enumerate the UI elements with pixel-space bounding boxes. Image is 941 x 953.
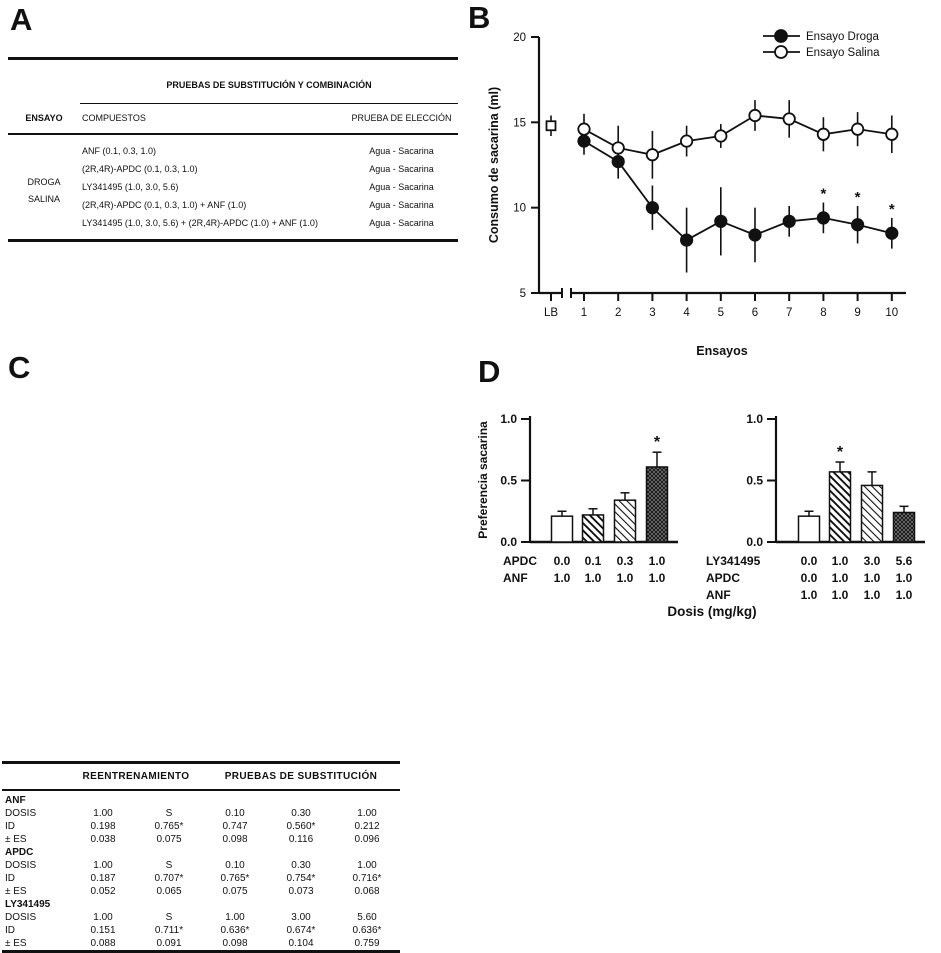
legend-label: Ensayo Droga: [806, 31, 879, 43]
dose-value: 1.0: [584, 571, 602, 585]
open-circle: [681, 135, 692, 146]
panel-c-letter: C: [8, 350, 31, 385]
dose-row-label: ANF: [503, 571, 528, 585]
id-cell: 0.636*: [220, 924, 250, 936]
y-tick-label: 15: [513, 117, 526, 130]
dose-value: 1.0: [863, 588, 881, 602]
es-cell: ± ES: [5, 937, 27, 949]
x-tick-label: 10: [885, 307, 899, 319]
saccharin-consumption-line-chart: [460, 0, 941, 368]
y-tick-label: 0.5: [500, 473, 517, 488]
prueba-eleccion-cell: Agua - Sacarina: [369, 217, 434, 228]
dosis-cell: 1.00: [93, 859, 113, 871]
legend-label: Ensayo Salina: [806, 47, 880, 59]
substitution-combination-table: [8, 57, 458, 242]
discrimination-index-table: [2, 761, 400, 953]
dose-value: 1.0: [895, 588, 913, 602]
compuestos-cell: LY341495 (1.0, 3.0, 5.6): [82, 181, 179, 192]
dose-row-label: APDC: [503, 554, 538, 568]
shared-x-axis-label: Dosis (mg/kg): [667, 604, 757, 619]
es-cell: 0.075: [156, 833, 182, 845]
open-circle: [886, 129, 897, 140]
dosis-cell: DOSIS: [5, 911, 37, 923]
table-row: [2, 898, 400, 911]
es-cell: 0.038: [90, 833, 116, 845]
panel-a-letter: A: [10, 2, 33, 37]
group-label-line: SALINA: [27, 193, 60, 204]
es-cell: 0.068: [354, 885, 380, 897]
dosis-cell: 0.10: [225, 859, 245, 871]
y-tick-label: 1.0: [500, 412, 517, 426]
group-label-line: DROGA: [27, 177, 61, 188]
es-cell: 0.096: [354, 833, 380, 845]
x-tick-label: LB: [543, 307, 559, 319]
prueba-eleccion-cell: Agua - Sacarina: [369, 199, 434, 210]
es-cell: 0.073: [288, 885, 314, 897]
significance-asterisk: *: [836, 444, 844, 462]
filled-circle: [852, 219, 863, 230]
bar-dark-crosshatch: [894, 512, 915, 542]
dose-row-label: LY341495: [706, 554, 761, 568]
dose-value: 1.0: [553, 571, 571, 585]
significance-asterisk: *: [653, 434, 661, 452]
ensayo-group-label: [8, 134, 80, 241]
id-cell: 0.674*: [286, 924, 316, 936]
dose-value: 1.0: [616, 571, 634, 585]
id-cell: ID: [5, 872, 15, 884]
dose-value: 3.0: [863, 554, 881, 568]
y-tick-label: 0.5: [746, 473, 763, 488]
axes: [487, 32, 906, 358]
filled-circle: [715, 216, 726, 227]
panel-a: [0, 0, 460, 350]
es-cell: 0.088: [90, 937, 116, 949]
x-tick-label: 3: [649, 307, 656, 319]
dose-value: 1.0: [648, 554, 666, 568]
dose-value: 1.0: [895, 571, 913, 585]
x-tick-label: 8: [820, 307, 827, 319]
apdc-dose-bar-chart: [476, 412, 678, 585]
id-cell: ID: [5, 924, 15, 936]
y-tick-label: 0.0: [500, 535, 517, 549]
filled-circle: [886, 228, 897, 239]
table-row: [2, 833, 400, 846]
dosis-cell: 1.00: [357, 807, 377, 819]
id-cell: 0.151: [90, 924, 116, 936]
dose-value: 1.0: [831, 588, 849, 602]
compound-group-label: APDC: [5, 846, 34, 858]
empty-cell: [2, 763, 70, 791]
id-cell: 0.765*: [154, 820, 184, 832]
es-cell: 0.104: [288, 937, 314, 949]
column-header-compuestos: COMPUESTOS: [80, 104, 345, 135]
y-axis-label: Consumo de sacarina (ml): [487, 86, 501, 244]
id-cell: 0.560*: [286, 820, 316, 832]
ly341495-dose-bar-chart: [706, 412, 925, 602]
dosis-cell: DOSIS: [5, 807, 37, 819]
compuestos-cell: ANF (0.1, 0.3, 1.0): [82, 145, 157, 156]
table-row: [2, 820, 400, 833]
id-cell: 0.765*: [220, 872, 250, 884]
dosis-cell: 3.00: [291, 911, 311, 923]
dose-row-label: ANF: [706, 588, 731, 602]
y-tick-label: 5: [519, 288, 526, 300]
table-row: [2, 859, 400, 872]
legend-open-circle: [775, 46, 787, 58]
compound-group-label: LY341495: [5, 898, 51, 910]
dose-value: 1.0: [648, 571, 666, 585]
es-cell: 0.759: [354, 937, 380, 949]
dosis-cell: 5.60: [357, 911, 377, 923]
dosis-cell: 0.10: [225, 807, 245, 819]
x-tick-label: 4: [683, 307, 690, 319]
es-cell: ± ES: [5, 885, 27, 897]
compuestos-cell: (2R,4R)-APDC (0.1, 0.3, 1.0) + ANF (1.0): [82, 199, 247, 210]
dose-value: 1.0: [831, 554, 849, 568]
id-cell: 0.716*: [352, 872, 382, 884]
table-row: [2, 924, 400, 937]
filled-circle: [647, 202, 658, 213]
open-circle: [852, 123, 863, 134]
dosis-cell: S: [165, 911, 173, 923]
prueba-eleccion-cell: Agua - Sacarina: [369, 181, 434, 192]
dosis-cell: 0.30: [291, 859, 311, 871]
dosis-cell: DOSIS: [5, 859, 37, 871]
dosis-cell: S: [165, 807, 173, 819]
dosis-cell: 1.00: [93, 911, 113, 923]
dose-value: 0.0: [800, 571, 818, 585]
bar-hatch-heavy: [830, 472, 851, 542]
compuestos-cell: LY341495 (1.0, 3.0, 5.6) + (2R,4R)-APDC (1.0) + ANF (1.0): [82, 217, 318, 228]
es-cell: 0.098: [222, 937, 248, 949]
table-a-span-header: PRUEBAS DE SUBSTITUCIÓN Y COMBINACIÓN: [80, 59, 458, 104]
legend: [763, 30, 880, 59]
open-circle: [715, 130, 726, 141]
bar-open: [552, 516, 573, 542]
prueba-eleccion-cell: Agua - Sacarina: [369, 163, 434, 174]
dose-value: 0.1: [584, 554, 602, 568]
id-cell: 0.212: [354, 820, 380, 832]
id-cell: 0.187: [90, 872, 116, 884]
legend-filled-circle: [775, 30, 787, 42]
y-tick-label: 1.0: [746, 412, 763, 426]
y-tick-label: 10: [513, 202, 526, 215]
table-row: [2, 885, 400, 898]
significance-asterisk: *: [888, 200, 895, 218]
id-cell: 0.747: [222, 820, 248, 832]
open-circle: [578, 123, 589, 134]
es-cell: 0.052: [90, 885, 116, 897]
x-axis-label: Ensayos: [696, 344, 748, 358]
panel-c: [0, 350, 460, 949]
panel-b: [460, 0, 941, 368]
y-tick-label: 0.0: [746, 535, 763, 549]
y-axis-label: Preferencia sacarina: [476, 421, 490, 539]
open-circle: [784, 113, 795, 124]
x-tick-label: 7: [785, 307, 793, 319]
dose-value: 0.0: [553, 554, 571, 568]
dosis-cell: 1.00: [357, 859, 377, 871]
dose-value: 1.0: [863, 571, 881, 585]
dose-value: 1.0: [800, 588, 818, 602]
es-cell: ± ES: [5, 833, 27, 845]
id-cell: ID: [5, 820, 15, 832]
dosis-cell: 1.00: [93, 807, 113, 819]
table-row: [2, 846, 400, 859]
x-tick-label: 5: [717, 307, 725, 319]
header-reentrenamiento: REENTRENAMIENTO: [70, 763, 202, 791]
column-header-ensayo: ENSAYO: [8, 104, 80, 135]
open-circle: [647, 149, 658, 160]
panel-d: [460, 350, 941, 622]
baseline-point: [547, 116, 556, 136]
es-cell: 0.116: [288, 833, 314, 845]
table-row: [2, 790, 400, 807]
prueba-eleccion-cell: Agua - Sacarina: [369, 145, 434, 156]
es-cell: 0.065: [156, 885, 182, 897]
bar-hatch-light: [615, 500, 636, 542]
significance-asterisk: *: [854, 188, 861, 206]
x-tick-label: 1: [580, 307, 588, 319]
dose-value: 0.0: [800, 554, 818, 568]
column-header-prueba-eleccion: PRUEBA DE ELECCIÓN: [345, 104, 458, 135]
series-ensayo-salina: [578, 100, 897, 179]
table-row: [8, 134, 458, 160]
dose-value: 0.3: [616, 554, 634, 568]
x-tick-label: 6: [751, 307, 759, 319]
x-tick-label: 9: [854, 307, 861, 319]
table-a-column-header-row: [8, 104, 458, 135]
y-tick-label: 20: [513, 32, 526, 44]
header-pruebas-substitucion: PRUEBAS DE SUBSTITUCIÓN: [202, 763, 400, 791]
dosis-cell: S: [165, 859, 173, 871]
es-cell: 0.075: [222, 885, 248, 897]
filled-circle: [749, 229, 760, 240]
compuestos-cell: (2R,4R)-APDC (0.1, 0.3, 1.0): [82, 163, 198, 174]
dose-row-label: APDC: [706, 571, 741, 585]
es-cell: 0.098: [222, 833, 248, 845]
saccharin-preference-bar-charts: [460, 350, 941, 622]
open-circle: [749, 110, 760, 121]
id-cell: 0.754*: [286, 872, 316, 884]
filled-circle: [818, 212, 829, 223]
table-row: [2, 807, 400, 820]
id-cell: 0.711*: [154, 924, 184, 936]
bar-open: [799, 516, 820, 542]
es-cell: 0.091: [156, 937, 182, 949]
bar-dark-crosshatch: [647, 467, 668, 542]
filled-circle: [681, 234, 692, 245]
open-circle: [613, 142, 624, 153]
dose-value: 5.6: [895, 554, 913, 568]
significance-asterisk: *: [820, 185, 827, 203]
x-tick-label: 2: [614, 307, 622, 319]
id-cell: 0.198: [90, 820, 116, 832]
table-row: [2, 911, 400, 924]
dosis-cell: 0.30: [291, 807, 311, 819]
dosis-cell: 1.00: [225, 911, 245, 923]
compound-group-label: ANF: [5, 794, 26, 806]
table-row: [2, 872, 400, 885]
table-row: [2, 937, 400, 952]
panel-b-letter: B: [468, 0, 491, 35]
filled-circle: [784, 216, 795, 227]
table-span-header-row: [8, 59, 458, 104]
dose-value: 1.0: [831, 571, 849, 585]
id-cell: 0.707*: [154, 872, 184, 884]
empty-cell: [8, 59, 80, 104]
open-circle: [818, 129, 829, 140]
bar-hatch-heavy: [583, 515, 604, 542]
bar-hatch-light: [862, 485, 883, 542]
panel-d-letter: D: [478, 354, 501, 389]
table-c-header-row: [2, 763, 400, 791]
id-cell: 0.636*: [352, 924, 382, 936]
